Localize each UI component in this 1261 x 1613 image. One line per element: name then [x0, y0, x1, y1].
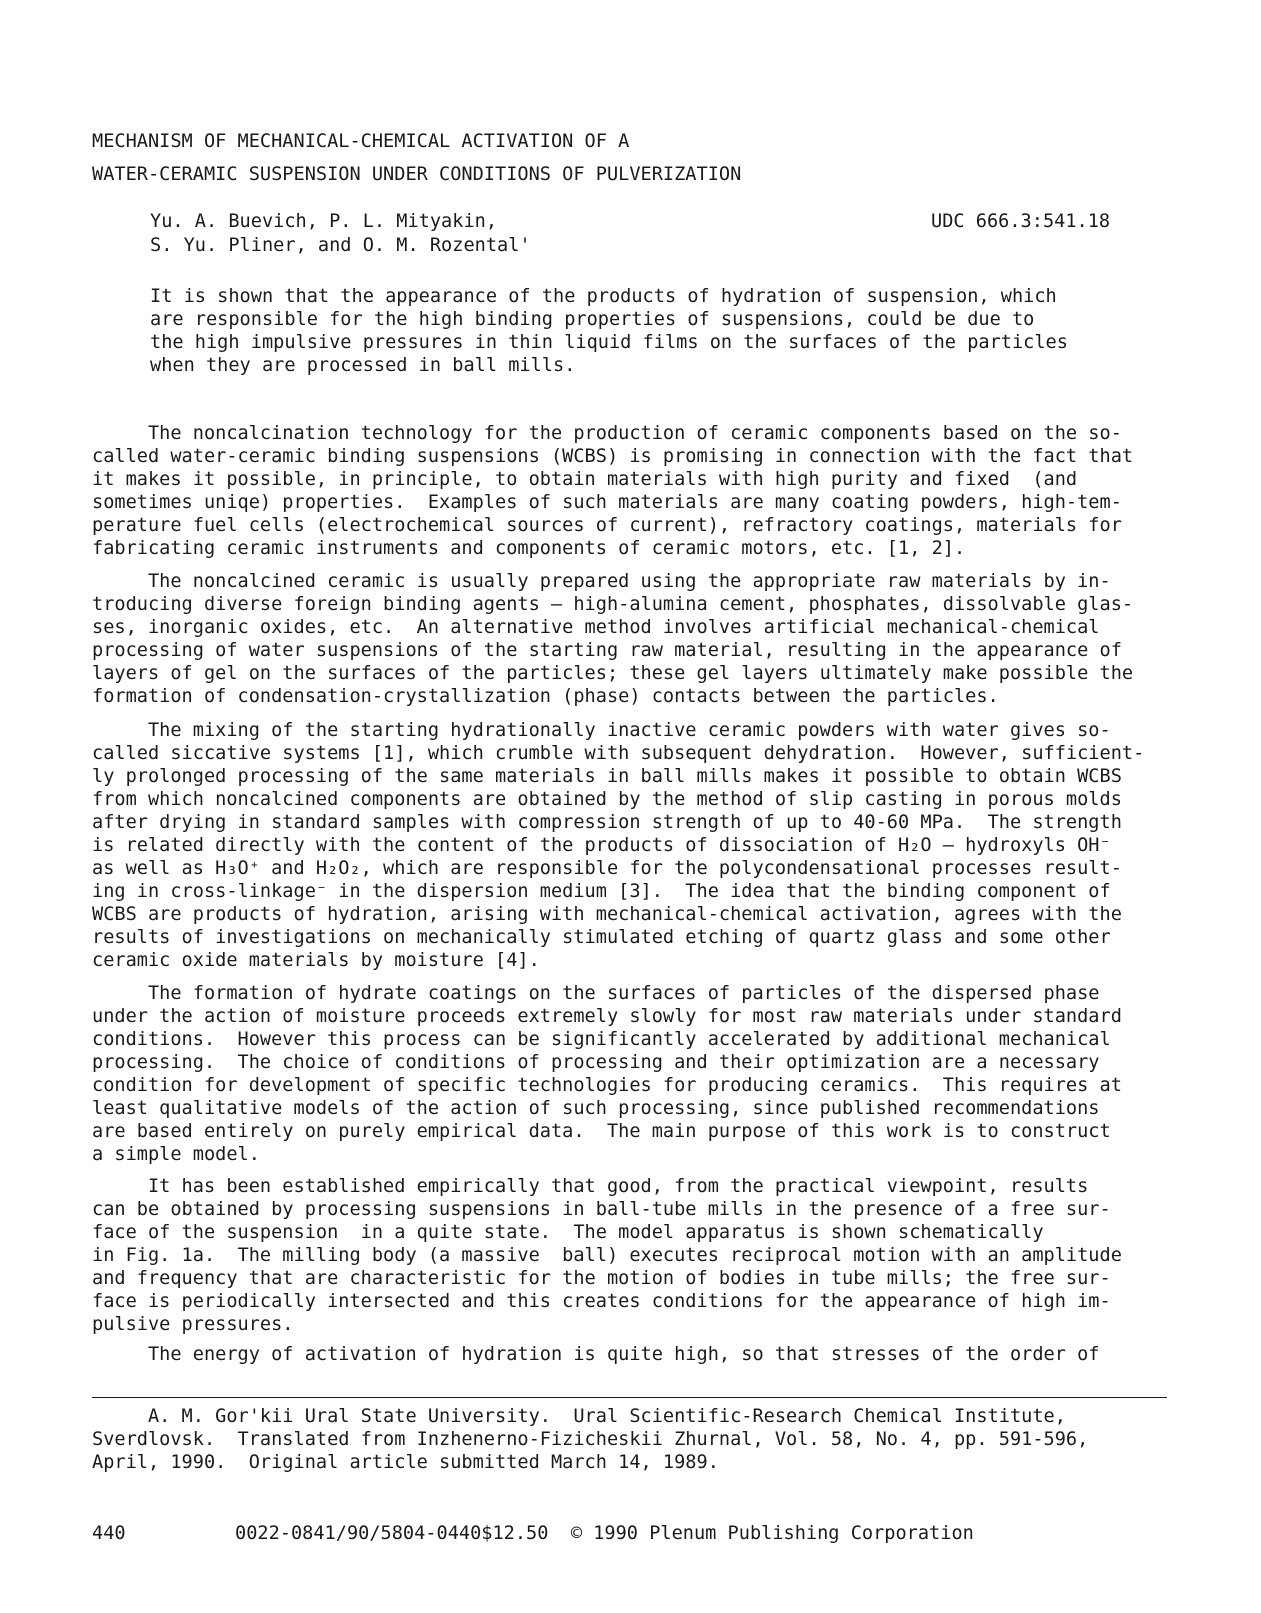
- body-line: ly prolonged processing of the same materials in ball mills makes it possible to obtain WCBS: [92, 766, 1122, 788]
- body-line: ses, inorganic oxides, etc. An alternative method involves artificial mechanical-chemical: [92, 617, 1100, 639]
- body-line: perature fuel cells (electrochemical sources of current), refractory coatings, materials for: [92, 515, 1122, 537]
- paragraph-1: [92, 422, 1172, 560]
- body-line: least qualitative models of the action of such processing, since published recommendations: [92, 1098, 1100, 1120]
- abstract-line: It is shown that the appearance of the products of hydration of suspension, which: [150, 286, 1057, 307]
- body-line: and frequency that are characteristic for the motion of bodies in tube mills; the free sur-: [92, 1268, 1111, 1290]
- paragraph-3: [92, 719, 1172, 973]
- body-line: The mixing of the starting hydrationally inactive ceramic powders with water gives so-: [92, 720, 1111, 741]
- body-line: layers of gel on the surfaces of the particles; these gel layers ultimately make possible the: [92, 663, 1134, 685]
- issn-copyright: 0022-0841/90/5804-0440$12.50 © 1990 Plenum Publishing Corporation: [235, 1523, 974, 1544]
- title-line-2: WATER-CERAMIC SUSPENSION UNDER CONDITIONS OF PULVERIZATION: [92, 164, 742, 185]
- body-line: WCBS are products of hydration, arising with mechanical-chemical activation, agrees with the: [92, 904, 1122, 926]
- body-line: called siccative systems [1], which crumble with subsequent dehydration. However, sufficient-: [92, 743, 1145, 765]
- body-line: it makes it possible, in principle, to obtain materials with high purity and fixed (and: [92, 469, 1078, 491]
- body-line: It has been established empirically that good, from the practical viewpoint, results: [92, 1176, 1089, 1197]
- authors-line-2: S. Yu. Pliner, and O. M. Rozental': [150, 235, 531, 256]
- body-line: ing in cross-linkage⁻ in the dispersion medium [3]. The idea that the binding component of: [92, 881, 1111, 903]
- body-line: can be obtained by processing suspensions in ball-tube mills in the presence of a free sur-: [92, 1199, 1111, 1221]
- abstract-line: when they are processed in ball mills.: [150, 355, 576, 376]
- body-line: from which noncalcined components are obtained by the method of slip casting in porous molds: [92, 789, 1122, 811]
- body-line: sometimes uniqe) properties. Examples of such materials are many coating powders, high-tem-: [92, 492, 1122, 514]
- body-line: The formation of hydrate coatings on the surfaces of particles of the dispersed phase: [92, 983, 1100, 1004]
- body-line: processing. The choice of conditions of processing and their optimization are a necessary: [92, 1052, 1100, 1074]
- body-line: called water-ceramic binding suspensions (WCBS) is promising in connection with the fact that: [92, 446, 1134, 468]
- body-line: after drying in standard samples with compression strength of up to 40-60 MPa. The strength: [92, 812, 1122, 834]
- title-line-1: MECHANISM OF MECHANICAL-CHEMICAL ACTIVATION OF A: [92, 131, 630, 152]
- body-line: pulsive pressures.: [92, 1314, 294, 1336]
- body-line: as well as H₃O⁺ and H₂O₂, which are responsible for the polycondensational processes result-: [92, 858, 1122, 880]
- body-line: face of the suspension in a quite state. The model apparatus is shown schematically: [92, 1222, 1044, 1244]
- paragraph-5: [92, 1175, 1172, 1336]
- authors-line-1: Yu. A. Buevich, P. L. Mityakin,: [150, 211, 498, 232]
- body-line: troducing diverse foreign binding agents — high-alumina cement, phosphates, dissolvable glas-: [92, 594, 1134, 616]
- body-line: conditions. However this process can be significantly accelerated by additional mechanical: [92, 1029, 1111, 1051]
- page-number: 440: [92, 1523, 126, 1544]
- body-line: under the action of moisture proceeds extremely slowly for most raw materials under standard: [92, 1006, 1122, 1028]
- body-line: results of investigations on mechanically stimulated etching of quartz glass and some other: [92, 927, 1111, 949]
- udc-code: UDC 666.3:541.18: [931, 211, 1111, 232]
- body-line: ceramic oxide materials by moisture [4].: [92, 950, 540, 972]
- paragraph-4: [92, 982, 1172, 1166]
- body-line: The noncalcination technology for the production of ceramic components based on the so-: [92, 423, 1122, 444]
- abstract-line: are responsible for the high binding properties of suspensions, could be due to: [150, 309, 1035, 330]
- body-line: in Fig. 1a. The milling body (a massive ball) executes reciprocal motion with an amplitude: [92, 1245, 1122, 1267]
- footnote-separator-rule: [92, 1397, 1167, 1398]
- footnote-line: A. M. Gor'kii Ural State University. Ural Scientific-Research Chemical Institute,: [92, 1406, 1066, 1427]
- paragraph-6: [92, 1343, 1172, 1366]
- footnote-line: Sverdlovsk. Translated from Inzhenerno-Fizicheskii Zhurnal, Vol. 58, No. 4, pp. 591-596,: [92, 1429, 1089, 1450]
- body-line: a simple model.: [92, 1144, 260, 1166]
- body-line: processing of water suspensions of the starting raw material, resulting in the appearance of: [92, 640, 1122, 662]
- footnote-line: April, 1990. Original article submitted March 14, 1989.: [92, 1452, 719, 1473]
- body-line: The energy of activation of hydration is quite high, so that stresses of the order of: [92, 1344, 1100, 1365]
- body-line: fabricating ceramic instruments and components of ceramic motors, etc. [1, 2].: [92, 538, 966, 560]
- body-line: is related directly with the content of the products of dissociation of H₂O — hydroxyls OH⁻: [92, 835, 1111, 857]
- body-line: formation of condensation-crystallization (phase) contacts between the particles.: [92, 686, 999, 708]
- body-line: The noncalcined ceramic is usually prepared using the appropriate raw materials by in-: [92, 571, 1111, 592]
- abstract-line: the high impulsive pressures in thin liquid films on the surfaces of the particles: [150, 332, 1068, 353]
- paragraph-2: [92, 570, 1172, 708]
- body-line: are based entirely on purely empirical data. The main purpose of this work is to construct: [92, 1121, 1111, 1143]
- body-line: face is periodically intersected and this creates conditions for the appearance of high im-: [92, 1291, 1111, 1313]
- abstract: [150, 285, 1095, 377]
- body-line: condition for development of specific technologies for producing ceramics. This requires at: [92, 1075, 1122, 1097]
- footnote: [92, 1405, 1088, 1474]
